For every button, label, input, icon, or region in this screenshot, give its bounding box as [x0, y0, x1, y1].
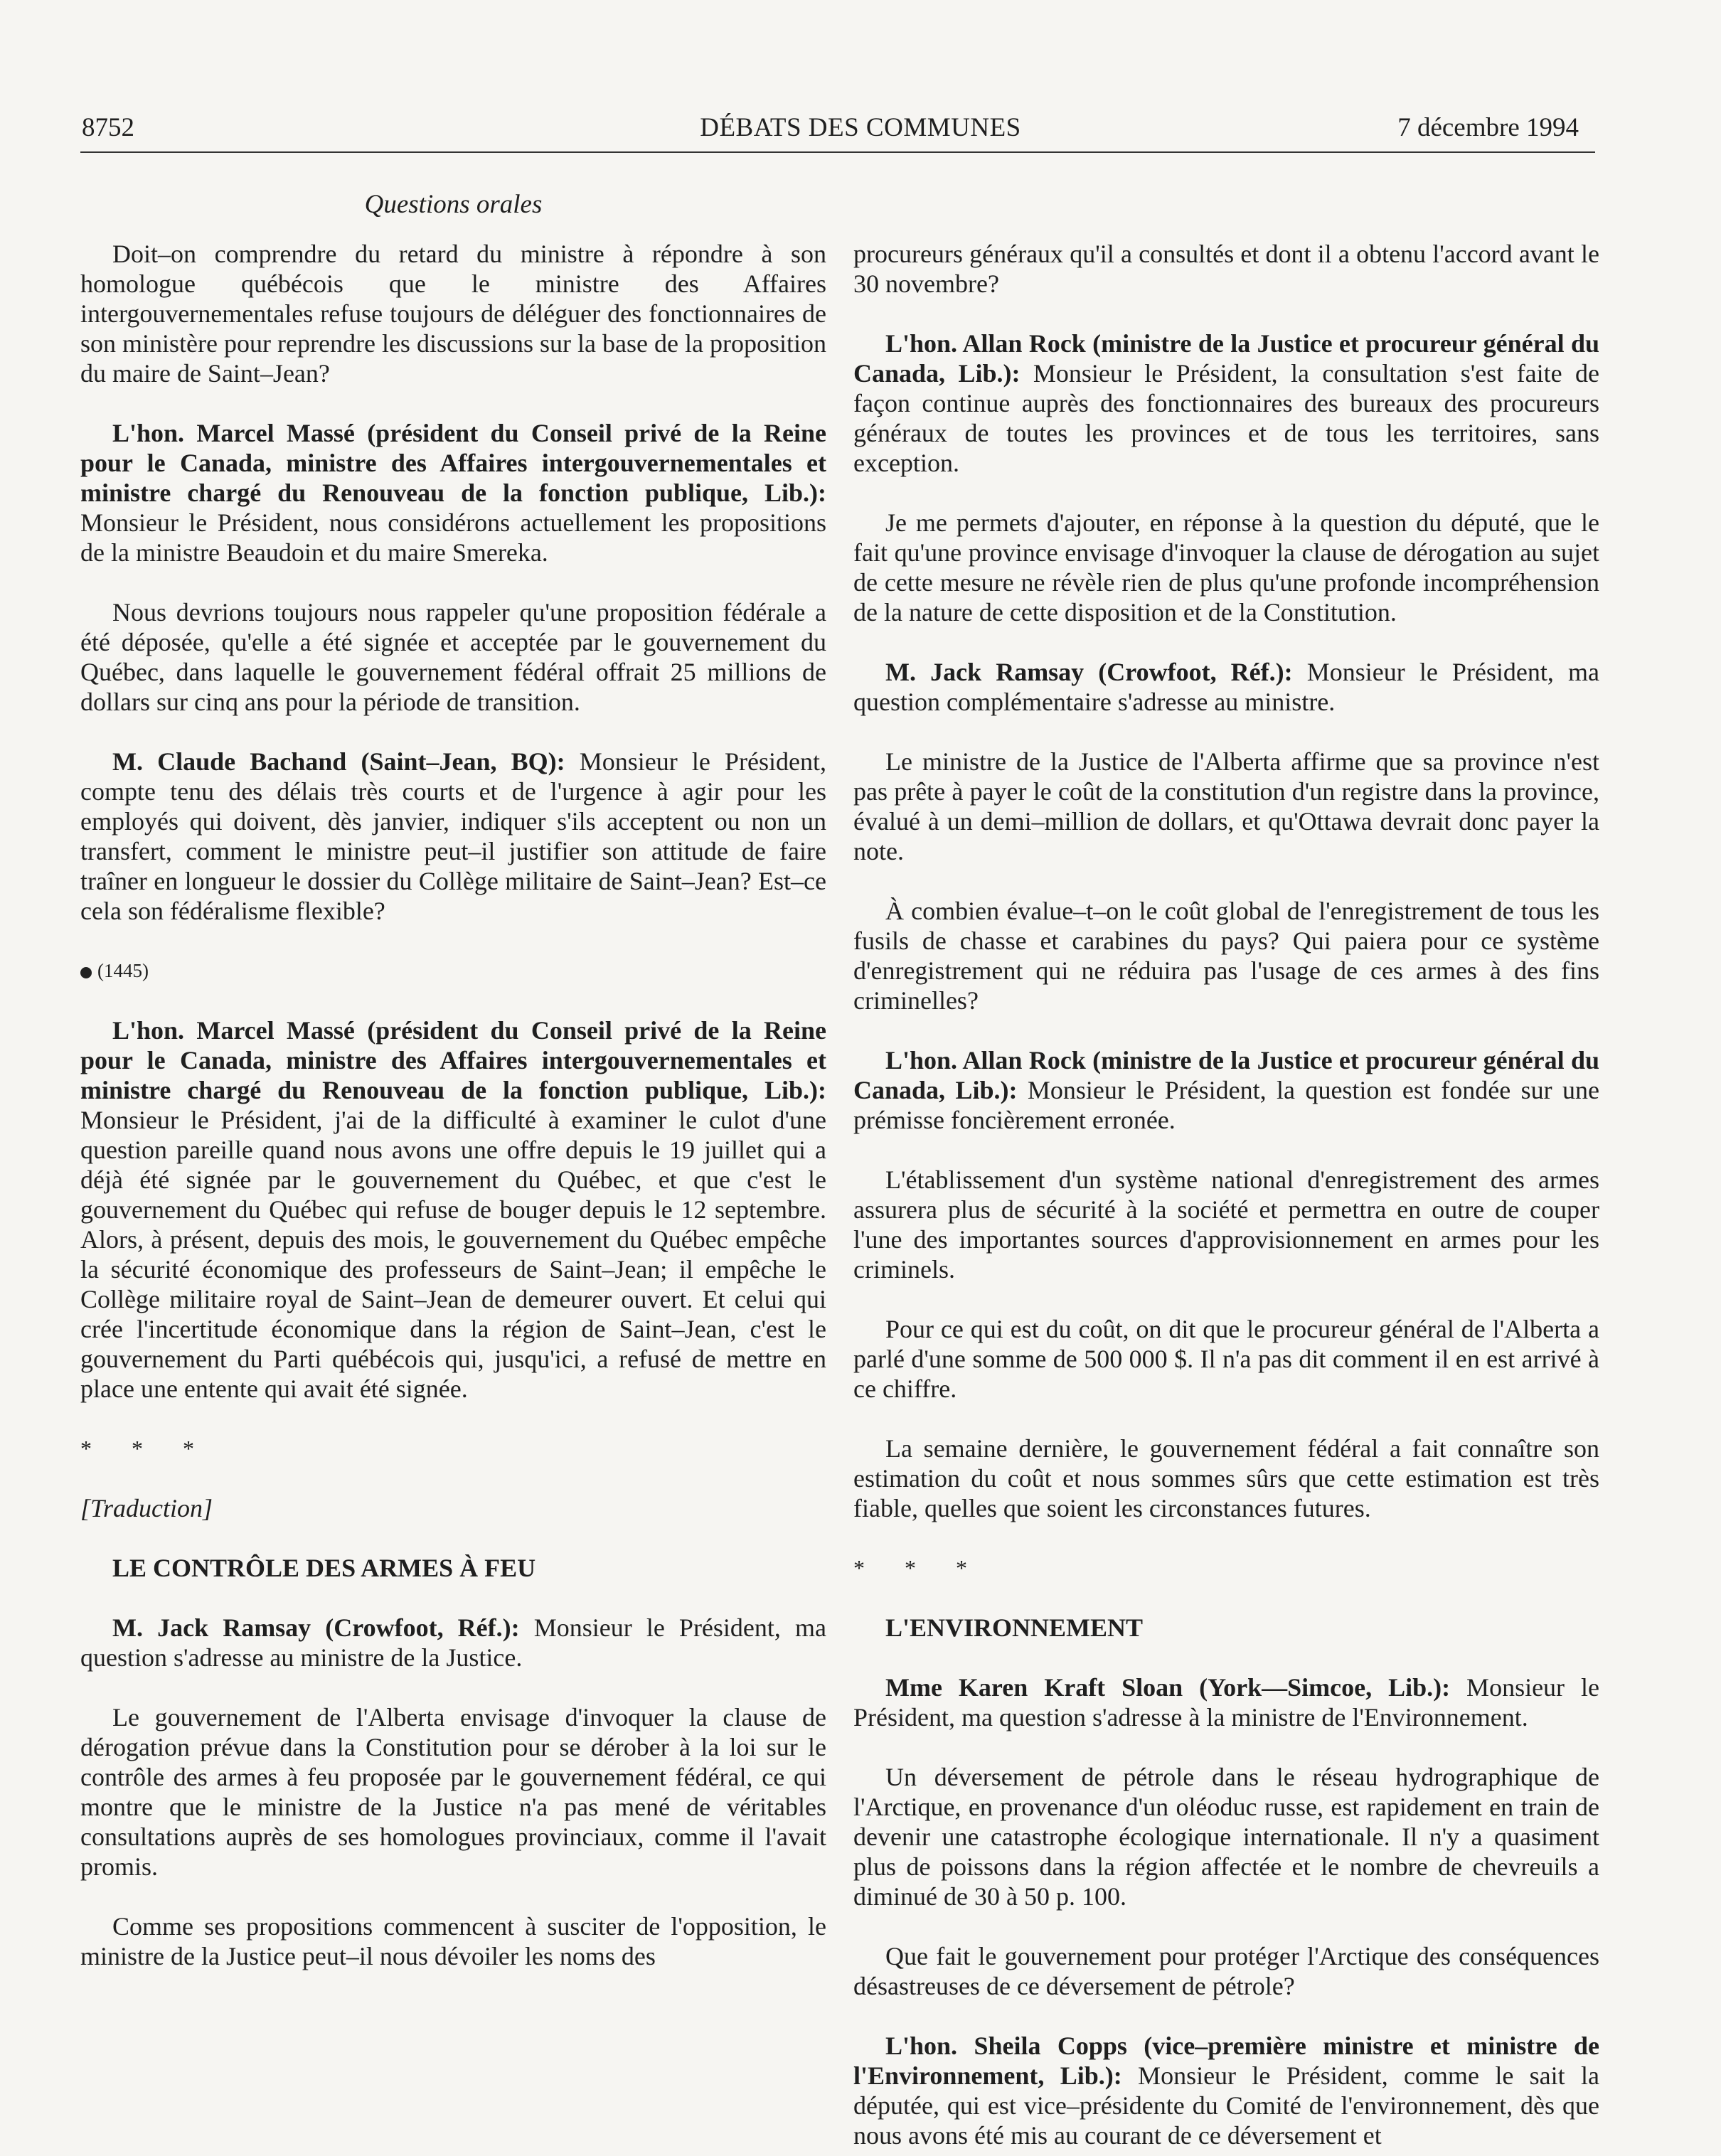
paragraph: La semaine dernière, le gouvernement fédéral a fait connaître son estimation du coût et nous sommes sûrs que cette estimation est très fiable, quelles que soient les circonstances futures. — [853, 1434, 1599, 1522]
section-separator: * * * — [80, 1436, 211, 1461]
speech-paragraph — [80, 1015, 826, 1404]
speech-text: Monsieur le Président, ma question complémentaire s'adresse au ministre. — [853, 658, 1599, 716]
timestamp — [80, 956, 826, 986]
bullet-icon — [80, 967, 92, 978]
speech-paragraph — [853, 1045, 1599, 1135]
speaker-name: M. Jack Ramsay (Crowfoot, Réf.): — [112, 1613, 520, 1642]
speech-text: Monsieur le Président, la question est fondée sur une prémisse foncièrement erronée. — [853, 1076, 1599, 1134]
speech-paragraph — [853, 329, 1599, 478]
timestamp-text: (1445) — [97, 960, 149, 981]
paragraph: L'établissement d'un système national d'enregistrement des armes assurera plus de sécurité à la société et permettra en outre de couper l'une des importantes sources d'approvisionnement en armes pour les criminels. — [853, 1165, 1599, 1284]
section-heading: LE CONTRÔLE DES ARMES À FEU — [112, 1554, 536, 1582]
speech-paragraph — [853, 2031, 1599, 2150]
paragraph: Pour ce qui est du coût, on dit que le procureur général de l'Alberta a parlé d'une somme de 500 000 $. Il n'a pas dit comment il en est arrivé à ce chiffre. — [853, 1315, 1599, 1403]
speech-text: Monsieur le Président, la consultation s'est faite de façon continue auprès des fonctionnaires des bureaux des procureurs généraux de toutes les provinces et de tous les territoires, sans exception. — [853, 359, 1599, 477]
publication-title: DÉBATS DES COMMUNES — [700, 113, 1021, 142]
speaker-name: L'hon. Allan Rock (ministre de la Justice et procureur général du Canada, Lib.): — [853, 329, 1599, 388]
page-number: 8752 — [82, 113, 134, 142]
speech-paragraph — [853, 657, 1599, 717]
paragraph: Un déversement de pétrole dans le réseau hydrographique de l'Arctique, en provenance d'un oléoduc russe, est rapidement en train de devenir une catastrophe écologique internationale. Il n'y a quasiment plus de poissons dans la région affectée et le nombre de chevreuils a diminué de 30 à 50 p. 100. — [853, 1763, 1599, 1911]
section-subheader: Questions orales — [364, 190, 543, 219]
translation-note: [Traduction] — [80, 1494, 213, 1522]
paragraph: procureurs généraux qu'il a consultés et dont il a obtenu l'accord avant le 30 novembre? — [853, 240, 1599, 298]
left-column — [80, 239, 826, 1971]
speech-text: Monsieur le Président, ma question s'adresse au ministre de la Justice. — [80, 1613, 826, 1672]
speaker-name: Mme Karen Kraft Sloan (York—Simcoe, Lib.): — [885, 1673, 1451, 1702]
header-rule — [80, 151, 1595, 153]
speaker-name: L'hon. Marcel Massé (président du Conseil privé de la Reine pour le Canada, ministre des Affaires intergouvernementales et ministre chargé du Renouveau de la fonction publique, Lib.): — [80, 1016, 826, 1104]
speech-text: Monsieur le Président, nous considérons actuellement les propositions de la ministre Beaudoin et du maire Smereka. — [80, 508, 826, 567]
paragraph: Que fait le gouvernement pour protéger l'Arctique des conséquences désastreuses de ce déversement de pétrole? — [853, 1942, 1599, 2000]
paragraph: Le ministre de la Justice de l'Alberta affirme que sa province n'est pas prête à payer le coût de la constitution d'un registre dans la province, évalué à un demi–million de dollars, et qu'Ottawa devrait donc payer la note. — [853, 747, 1599, 865]
right-column — [853, 239, 1599, 2150]
speech-text: Monsieur le Président, ma question s'adresse à la ministre de l'Environnement. — [853, 1673, 1599, 1731]
speech-paragraph — [80, 1613, 826, 1672]
section-separator: * * * — [853, 1555, 984, 1581]
speech-paragraph — [80, 747, 826, 926]
speaker-name: M. Jack Ramsay (Crowfoot, Réf.): — [885, 658, 1293, 686]
speaker-name: L'hon. Marcel Massé (président du Conseil privé de la Reine pour le Canada, ministre des Affaires intergouvernementales et ministre chargé du Renouveau de la fonction publique, Lib.): — [80, 419, 826, 507]
paragraph: À combien évalue–t–on le coût global de l'enregistrement de tous les fusils de chasse et carabines du pays? Qui paiera pour ce système d'enregistrement qui ne réduira pas l'usage de ces armes à des fins criminelles? — [853, 897, 1599, 1015]
publication-date: 7 décembre 1994 — [1397, 113, 1579, 142]
speech-text: Monsieur le Président, comme le sait la députée, qui est vice–présidente du Comité de l'environnement, dès que nous avons été mis au courant de ce déversement et — [853, 2061, 1599, 2150]
speaker-name: M. Claude Bachand (Saint–Jean, BQ): — [112, 747, 565, 776]
section-heading: L'ENVIRONNEMENT — [885, 1613, 1144, 1642]
paragraph: Je me permets d'ajouter, en réponse à la question du député, que le fait qu'une province envisage d'invoquer la clause de dérogation au sujet de cette mesure ne révèle rien de plus qu'une profonde incompréhension de la nature de cette disposition et de la Constitution. — [853, 508, 1599, 626]
paragraph: Nous devrions toujours nous rappeler qu'une proposition fédérale a été déposée, qu'elle a été signée et acceptée par le gouvernement du Québec, dans laquelle le gouvernement fédéral offrait 25 millions de dollars sur cinq ans pour la période de transition. — [80, 598, 826, 716]
paragraph: Doit–on comprendre du retard du ministre à répondre à son homologue québécois que le ministre des Affaires intergouvernementales refuse toujours de déléguer des fonctionnaires de son ministère pour reprendre les discussions sur la base de la proposition du maire de Saint–Jean? — [80, 240, 826, 388]
speech-paragraph — [853, 1672, 1599, 1732]
speaker-name: L'hon. Allan Rock (ministre de la Justice et procureur général du Canada, Lib.): — [853, 1046, 1599, 1104]
speech-text: Monsieur le Président, compte tenu des délais très courts et de l'urgence à agir pour les employés qui doivent, dès janvier, indiquer s'ils acceptent ou non un transfert, comment le ministre peut–il justifier son attitude de faire traîner en longueur le dossier du Collège militaire de Saint–Jean? Est–ce cela son fédéralisme flexible? — [80, 747, 826, 925]
paragraph: Le gouvernement de l'Alberta envisage d'invoquer la clause de dérogation prévue dans la Constitution pour se dérober à la loi sur le contrôle des armes à feu proposée par le gouvernement fédéral, ce qui montre que le ministre de la Justice n'a pas mené de véritables consultations auprès de ses homologues provinciaux, comme il l'avait promis. — [80, 1703, 826, 1881]
paragraph: Comme ses propositions commencent à susciter de l'opposition, le ministre de la Justice peut–il nous dévoiler les noms des — [80, 1912, 826, 1970]
speech-paragraph — [80, 418, 826, 567]
speech-text: Monsieur le Président, j'ai de la difficulté à examiner le culot d'une question pareille quand nous avons une offre depuis le 19 juillet qui a déjà été signée par le gouvernement du Québec, et que c'est le gouvernement du Québec qui refuse de bouger depuis le 12 septembre. Alors, à présent, depuis des mois, le gouvernement du Québec empêche la sécurité économique des professeurs de Saint–Jean; il empêche le Collège militaire royal de Saint–Jean de demeurer ouvert. Et celui qui crée l'incertitude économique dans la région de Saint–Jean, c'est le gouvernement du Parti québécois qui, jusqu'ici, a refusé de mettre en place une entente qui avait été signée. — [80, 1106, 826, 1403]
speaker-name: L'hon. Sheila Copps (vice–première ministre et ministre de l'Environnement, Lib.): — [853, 2032, 1599, 2090]
